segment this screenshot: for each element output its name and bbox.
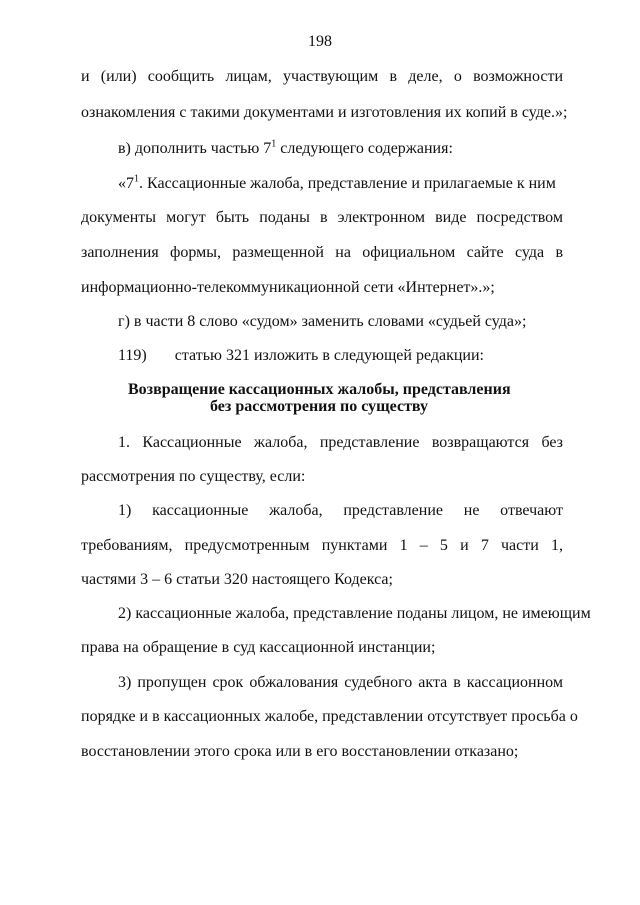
text-line: информационно-телекоммуникационной сети «Интернет».»; — [81, 279, 495, 296]
article-title: Возвращение кассационных жалобы, представления — [128, 381, 511, 398]
text-fragment: статью 321 изложить в следующей редакции: — [174, 347, 484, 364]
text-line — [118, 139, 563, 159]
list-number: 119) — [118, 347, 147, 364]
text-line: и (или) сообщить лицам, участвующим в деле, о возможности — [81, 68, 563, 85]
text-line: рассмотрения по существу, если: — [81, 468, 306, 485]
text-line: частями 3 – 6 статьи 320 настоящего Кодекса; — [81, 571, 393, 588]
text-line: ознакомления с такими документами и изготовления их копий в суде.»; — [81, 104, 568, 121]
superscript: 1 — [271, 138, 277, 150]
text-line: г) в части 8 слово «судом» заменить словами «судьей суда»; — [118, 313, 527, 330]
article-title-continued: без рассмотрения по существу — [210, 398, 429, 415]
text-line: требованиям, предусмотренным пунктами 1 – 5 и 7 части 1, — [81, 537, 563, 554]
text-line: документы могут быть поданы в электронном виде посредством — [81, 209, 563, 226]
superscript: 1 — [134, 173, 139, 185]
text-line: восстановлении этого срока или в его восстановлении отказано; — [81, 743, 519, 760]
text-line: 3) пропущен срок обжалования судебного акта в кассационном — [118, 674, 563, 691]
text-line: заполнения формы, размещенной на официальном сайте суда в — [81, 244, 563, 261]
text-line: права на обращение в суд кассационной инстанции; — [81, 639, 436, 656]
text-fragment: в) дополнить частью 7 — [118, 140, 272, 157]
page-number: 198 — [308, 33, 332, 50]
text-fragment: «7 — [118, 175, 134, 192]
text-line: порядке и в кассационных жалобе, представлении отсутствует просьба о — [81, 708, 578, 725]
text-fragment: . Кассационные жалоба, представление и прилагаемые к ним — [139, 175, 556, 192]
text-line: 2) кассационные жалоба, представление поданы лицом, не имеющим — [118, 605, 591, 622]
text-line: 1. Кассационные жалоба, представление возвращаются без — [118, 434, 563, 451]
text-line — [118, 346, 563, 366]
text-line — [118, 174, 563, 194]
text-fragment: следующего содержания: — [276, 140, 453, 157]
text-line: 1) кассационные жалоба, представление не отвечают — [118, 502, 563, 519]
text-fragment — [118, 174, 556, 194]
